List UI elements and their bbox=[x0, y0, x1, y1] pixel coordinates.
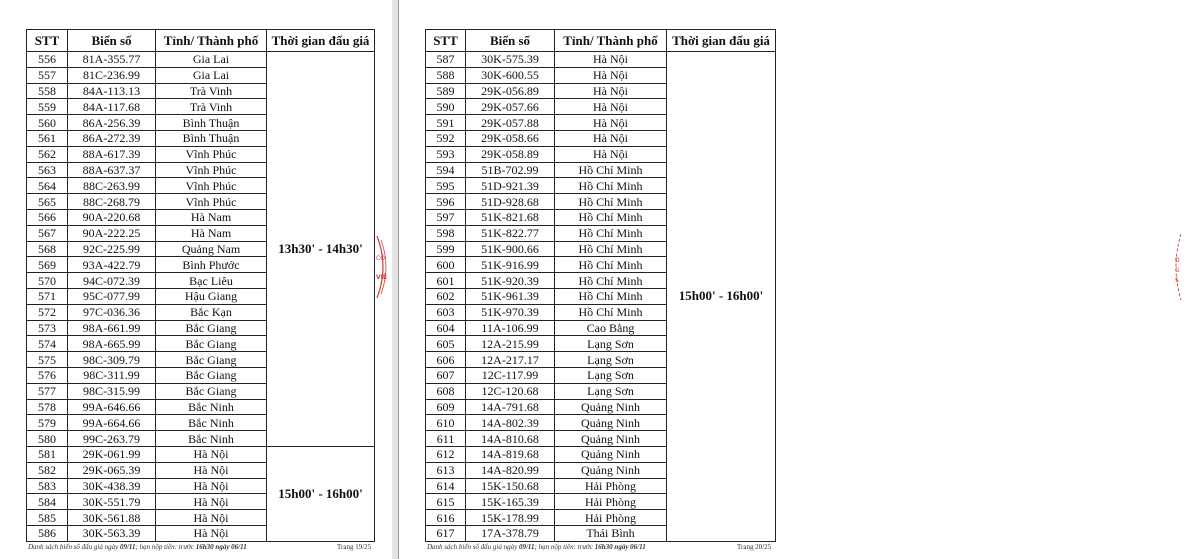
stt-cell: 578 bbox=[27, 399, 68, 415]
plate-cell: 51D-928.68 bbox=[466, 194, 555, 210]
document-page-20 bbox=[398, 0, 1180, 559]
stt-cell: 577 bbox=[27, 383, 68, 399]
city-cell: Cao Bằng bbox=[555, 320, 667, 336]
city-cell: Gia Lai bbox=[156, 67, 267, 83]
city-cell: Bắc Giang bbox=[156, 352, 267, 368]
svg-text:Đ: Đ bbox=[1175, 257, 1180, 264]
plate-cell: 92C-225.99 bbox=[68, 241, 156, 257]
city-cell: Bạc Liêu bbox=[156, 273, 267, 289]
header-stt: STT bbox=[27, 30, 68, 52]
plate-cell: 14A-820.99 bbox=[466, 462, 555, 478]
city-cell: Vĩnh Phúc bbox=[156, 178, 267, 194]
plate-cell: 98A-665.99 bbox=[68, 336, 156, 352]
plate-cell: 98C-311.99 bbox=[68, 367, 156, 383]
city-cell: Bắc Giang bbox=[156, 383, 267, 399]
city-cell: Bắc Giang bbox=[156, 367, 267, 383]
plate-cell: 17A-378.79 bbox=[466, 525, 555, 541]
plate-cell: 84A-113.13 bbox=[68, 83, 156, 99]
stt-cell: 585 bbox=[27, 510, 68, 526]
city-cell: Hà Nội bbox=[156, 510, 267, 526]
city-cell: Hà Nội bbox=[555, 67, 667, 83]
stt-cell: 587 bbox=[426, 52, 466, 68]
city-cell: Hậu Giang bbox=[156, 288, 267, 304]
stt-cell: 600 bbox=[426, 257, 466, 273]
red-seal-stamp bbox=[1171, 232, 1185, 302]
header-city: Tỉnh/ Thành phố bbox=[156, 30, 267, 52]
stt-cell: 604 bbox=[426, 320, 466, 336]
plate-cell: 88A-637.37 bbox=[68, 162, 156, 178]
stt-cell: 605 bbox=[426, 336, 466, 352]
plate-cell: 14A-802.39 bbox=[466, 415, 555, 431]
stt-cell: 579 bbox=[27, 415, 68, 431]
stt-cell: 607 bbox=[426, 367, 466, 383]
plate-cell: 15K-150.68 bbox=[466, 478, 555, 494]
plate-cell: 81A-355.77 bbox=[68, 52, 156, 68]
city-cell: Hồ Chí Minh bbox=[555, 194, 667, 210]
stt-cell: 575 bbox=[27, 352, 68, 368]
plate-cell: 86A-272.39 bbox=[68, 130, 156, 146]
plate-cell: 88A-617.39 bbox=[68, 146, 156, 162]
plate-cell: 12A-217.17 bbox=[466, 352, 555, 368]
city-cell: Quảng Ninh bbox=[555, 415, 667, 431]
stt-cell: 561 bbox=[27, 130, 68, 146]
time-slot-cell: 13h30' - 14h30' bbox=[267, 52, 375, 447]
plate-cell: 81C-236.99 bbox=[68, 67, 156, 83]
city-cell: Lạng Sơn bbox=[555, 352, 667, 368]
city-cell: Quảng Ninh bbox=[555, 399, 667, 415]
plate-cell: 11A-106.99 bbox=[466, 320, 555, 336]
plate-cell: 14A-791.68 bbox=[466, 399, 555, 415]
plate-cell: 51K-970.39 bbox=[466, 304, 555, 320]
stt-cell: 616 bbox=[426, 510, 466, 526]
header-city: Tỉnh/ Thành phố bbox=[555, 30, 667, 52]
stt-cell: 598 bbox=[426, 225, 466, 241]
stt-cell: 562 bbox=[27, 146, 68, 162]
plate-cell: 98A-661.99 bbox=[68, 320, 156, 336]
city-cell: Hà Nội bbox=[555, 115, 667, 131]
plate-cell: 14A-810.68 bbox=[466, 431, 555, 447]
stt-cell: 565 bbox=[27, 194, 68, 210]
plate-cell: 12A-215.99 bbox=[466, 336, 555, 352]
plate-cell: 99A-664.66 bbox=[68, 415, 156, 431]
time-slot-cell: 15h00' - 16h00' bbox=[267, 446, 375, 541]
header-stt: STT bbox=[426, 30, 466, 52]
plate-cell: 30K-438.39 bbox=[68, 478, 156, 494]
city-cell: Bình Phước bbox=[156, 257, 267, 273]
city-cell: Trà Vinh bbox=[156, 83, 267, 99]
stt-cell: 596 bbox=[426, 194, 466, 210]
stt-cell: 574 bbox=[27, 336, 68, 352]
stt-cell: 612 bbox=[426, 446, 466, 462]
city-cell: Hồ Chí Minh bbox=[555, 225, 667, 241]
city-cell: Vĩnh Phúc bbox=[156, 194, 267, 210]
stt-cell: 568 bbox=[27, 241, 68, 257]
plate-cell: 90A-220.68 bbox=[68, 209, 156, 225]
stt-cell: 592 bbox=[426, 130, 466, 146]
city-cell: Bắc Giang bbox=[156, 336, 267, 352]
footer-note: Danh sách biển số đấu giá ngày 09/11; hạn nộp tiền: trước 16h30 ngày 06/11 bbox=[427, 543, 646, 551]
plate-cell: 51K-920.39 bbox=[466, 273, 555, 289]
stt-cell: 569 bbox=[27, 257, 68, 273]
table-row bbox=[27, 446, 375, 462]
city-cell: Hà Nội bbox=[555, 146, 667, 162]
plate-cell: 51B-702.99 bbox=[466, 162, 555, 178]
city-cell: Hồ Chí Minh bbox=[555, 288, 667, 304]
stt-cell: 558 bbox=[27, 83, 68, 99]
footer-note: Danh sách biển số đấu giá ngày 09/11; hạn nộp tiền: trước 16h30 ngày 06/11 bbox=[28, 543, 247, 551]
plate-cell: 29K-065.39 bbox=[68, 462, 156, 478]
city-cell: Hà Nội bbox=[156, 478, 267, 494]
stt-cell: 572 bbox=[27, 304, 68, 320]
stt-cell: 610 bbox=[426, 415, 466, 431]
plate-cell: 51K-821.68 bbox=[466, 209, 555, 225]
svg-text:S: S bbox=[1175, 277, 1179, 284]
city-cell: Vĩnh Phúc bbox=[156, 162, 267, 178]
plate-cell: 98C-309.79 bbox=[68, 352, 156, 368]
stt-cell: 580 bbox=[27, 431, 68, 447]
plate-cell: 51K-916.99 bbox=[466, 257, 555, 273]
city-cell: Lạng Sơn bbox=[555, 336, 667, 352]
plate-cell: 30K-575.39 bbox=[466, 52, 555, 68]
plate-table bbox=[26, 29, 375, 542]
city-cell: Bình Thuận bbox=[156, 130, 267, 146]
page-number: Trang 19/25 bbox=[337, 543, 372, 551]
city-cell: Hà Nội bbox=[156, 446, 267, 462]
plate-cell: 84A-117.68 bbox=[68, 99, 156, 115]
plate-cell: 88C-263.99 bbox=[68, 178, 156, 194]
city-cell: Lạng Sơn bbox=[555, 367, 667, 383]
city-cell: Bắc Ninh bbox=[156, 431, 267, 447]
plate-cell: 30K-600.55 bbox=[466, 67, 555, 83]
plate-cell: 95C-077.99 bbox=[68, 288, 156, 304]
plate-cell: 98C-315.99 bbox=[68, 383, 156, 399]
stt-cell: 586 bbox=[27, 525, 68, 541]
stt-cell: 594 bbox=[426, 162, 466, 178]
stt-cell: 593 bbox=[426, 146, 466, 162]
table-header-row bbox=[27, 30, 375, 52]
plate-cell: 29K-057.88 bbox=[466, 115, 555, 131]
plate-cell: 14A-819.68 bbox=[466, 446, 555, 462]
city-cell: Quảng Nam bbox=[156, 241, 267, 257]
stt-cell: 557 bbox=[27, 67, 68, 83]
stt-cell: 599 bbox=[426, 241, 466, 257]
stt-cell: 576 bbox=[27, 367, 68, 383]
stt-cell: 597 bbox=[426, 209, 466, 225]
plate-cell: 99C-263.79 bbox=[68, 431, 156, 447]
page-number: Trang 20/25 bbox=[737, 543, 772, 551]
header-time: Thời gian đấu giá bbox=[267, 30, 375, 52]
city-cell: Quảng Ninh bbox=[555, 446, 667, 462]
city-cell: Hồ Chí Minh bbox=[555, 162, 667, 178]
plate-cell: 51K-900.66 bbox=[466, 241, 555, 257]
svg-text:G: G bbox=[1175, 267, 1180, 274]
header-time: Thời gian đấu giá bbox=[667, 30, 776, 52]
table-row bbox=[426, 52, 776, 68]
stt-cell: 573 bbox=[27, 320, 68, 336]
city-cell: Hồ Chí Minh bbox=[555, 257, 667, 273]
city-cell: Hồ Chí Minh bbox=[555, 209, 667, 225]
city-cell: Hà Nội bbox=[156, 494, 267, 510]
city-cell: Hà Nội bbox=[555, 130, 667, 146]
city-cell: Bắc Kạn bbox=[156, 304, 267, 320]
plate-cell: 99A-646.66 bbox=[68, 399, 156, 415]
city-cell: Bắc Giang bbox=[156, 320, 267, 336]
stt-cell: 613 bbox=[426, 462, 466, 478]
plate-cell: 29K-058.89 bbox=[466, 146, 555, 162]
stt-cell: 563 bbox=[27, 162, 68, 178]
stt-cell: 602 bbox=[426, 288, 466, 304]
plate-cell: 88C-268.79 bbox=[68, 194, 156, 210]
plate-cell: 30K-563.39 bbox=[68, 525, 156, 541]
stt-cell: 582 bbox=[27, 462, 68, 478]
time-slot-cell: 15h00' - 16h00' bbox=[667, 52, 776, 542]
table-row bbox=[27, 52, 375, 68]
city-cell: Gia Lai bbox=[156, 52, 267, 68]
plate-cell: 12C-120.68 bbox=[466, 383, 555, 399]
stt-cell: 617 bbox=[426, 525, 466, 541]
plate-cell: 30K-551.79 bbox=[68, 494, 156, 510]
stt-cell: 571 bbox=[27, 288, 68, 304]
plate-cell: 51K-961.39 bbox=[466, 288, 555, 304]
stt-cell: 566 bbox=[27, 209, 68, 225]
city-cell: Hà Nam bbox=[156, 209, 267, 225]
plate-cell: 86A-256.39 bbox=[68, 115, 156, 131]
plate-cell: 30K-561.88 bbox=[68, 510, 156, 526]
stt-cell: 603 bbox=[426, 304, 466, 320]
plate-cell: 93A-422.79 bbox=[68, 257, 156, 273]
stt-cell: 591 bbox=[426, 115, 466, 131]
plate-cell: 51K-822.77 bbox=[466, 225, 555, 241]
plate-cell: 15K-178.99 bbox=[466, 510, 555, 526]
city-cell: Hà Nội bbox=[555, 52, 667, 68]
city-cell: Bắc Ninh bbox=[156, 399, 267, 415]
stt-cell: 584 bbox=[27, 494, 68, 510]
plate-cell: 29K-061.99 bbox=[68, 446, 156, 462]
stt-cell: 567 bbox=[27, 225, 68, 241]
city-cell: Hải Phòng bbox=[555, 478, 667, 494]
city-cell: Hà Nam bbox=[156, 225, 267, 241]
stt-cell: 564 bbox=[27, 178, 68, 194]
city-cell: Hải Phòng bbox=[555, 494, 667, 510]
table-header-row bbox=[426, 30, 776, 52]
stt-cell: 614 bbox=[426, 478, 466, 494]
stt-cell: 588 bbox=[426, 67, 466, 83]
stt-cell: 590 bbox=[426, 99, 466, 115]
city-cell: Bắc Ninh bbox=[156, 415, 267, 431]
city-cell: Hồ Chí Minh bbox=[555, 304, 667, 320]
city-cell: Hải Phòng bbox=[555, 510, 667, 526]
city-cell: Hà Nội bbox=[156, 462, 267, 478]
stt-cell: 608 bbox=[426, 383, 466, 399]
city-cell: Quảng Ninh bbox=[555, 431, 667, 447]
city-cell: Quảng Ninh bbox=[555, 462, 667, 478]
document-page-19 bbox=[0, 0, 393, 559]
plate-cell: 90A-222.25 bbox=[68, 225, 156, 241]
city-cell: Vĩnh Phúc bbox=[156, 146, 267, 162]
city-cell: Hồ Chí Minh bbox=[555, 241, 667, 257]
city-cell: Trà Vinh bbox=[156, 99, 267, 115]
stt-cell: 615 bbox=[426, 494, 466, 510]
city-cell: Hồ Chí Minh bbox=[555, 273, 667, 289]
svg-text:VIỆ: VIỆ bbox=[376, 274, 387, 281]
stt-cell: 589 bbox=[426, 83, 466, 99]
stt-cell: 611 bbox=[426, 431, 466, 447]
stt-cell: 601 bbox=[426, 273, 466, 289]
stt-cell: 570 bbox=[27, 273, 68, 289]
city-cell: Hồ Chí Minh bbox=[555, 178, 667, 194]
city-cell: Lạng Sơn bbox=[555, 383, 667, 399]
city-cell: Hà Nội bbox=[555, 99, 667, 115]
plate-cell: 29K-058.66 bbox=[466, 130, 555, 146]
stt-cell: 556 bbox=[27, 52, 68, 68]
plate-cell: 94C-072.39 bbox=[68, 273, 156, 289]
header-plate: Biển số bbox=[68, 30, 156, 52]
stt-cell: 583 bbox=[27, 478, 68, 494]
stt-cell: 609 bbox=[426, 399, 466, 415]
city-cell: Hà Nội bbox=[156, 525, 267, 541]
city-cell: Thái Bình bbox=[555, 525, 667, 541]
stt-cell: 581 bbox=[27, 446, 68, 462]
city-cell: Hà Nội bbox=[555, 83, 667, 99]
city-cell: Bình Thuận bbox=[156, 115, 267, 131]
plate-cell: 51D-921.39 bbox=[466, 178, 555, 194]
svg-text:CÔ: CÔ bbox=[376, 255, 385, 262]
stt-cell: 595 bbox=[426, 178, 466, 194]
plate-table bbox=[425, 29, 776, 542]
red-seal-stamp bbox=[373, 234, 391, 300]
header-plate: Biển số bbox=[466, 30, 555, 52]
plate-cell: 97C-036.36 bbox=[68, 304, 156, 320]
stt-cell: 560 bbox=[27, 115, 68, 131]
plate-cell: 15K-165.39 bbox=[466, 494, 555, 510]
plate-cell: 12C-117.99 bbox=[466, 367, 555, 383]
stt-cell: 559 bbox=[27, 99, 68, 115]
plate-cell: 29K-057.66 bbox=[466, 99, 555, 115]
stt-cell: 606 bbox=[426, 352, 466, 368]
plate-cell: 29K-056.89 bbox=[466, 83, 555, 99]
